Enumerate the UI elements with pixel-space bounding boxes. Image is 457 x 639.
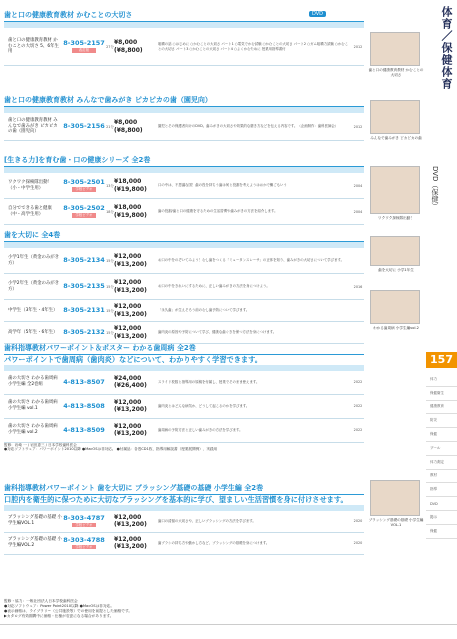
description: 歯ブラシの持ち方や動かし方など、ブラッシングの基礎を身につけます。 xyxy=(158,540,270,545)
price: ¥12,000 (¥13,200) xyxy=(114,303,147,318)
description: お口の中をのぞいてみよう！むし歯をつくる「ミュータンスレーサ」の正体を知り、歯みがきの大切さについて学びます。 xyxy=(158,258,344,263)
product-code: 4-813-8508 xyxy=(63,401,105,410)
spec-note: ●対応ソフトウェア：パワーポイント2010以降 ●MacOSは非対応。 ●付属品：各巻CD1枚、指導用解説書（授業展開例）、実践用 xyxy=(4,447,218,452)
product-code: 8-305-2132 xyxy=(63,328,105,336)
tag-badge: 改訂版 xyxy=(72,48,96,52)
price: ¥12,000 (¥13,200) xyxy=(114,325,147,340)
thumbnail-caption: 歯と口の健康教育教材 かむことの大切さ xyxy=(368,68,424,77)
tag-badge: 学校ビデオ xyxy=(72,213,96,217)
product-name: 高学年（5年生・6年生） xyxy=(8,329,58,335)
table-row xyxy=(4,113,364,141)
section-subtitle: 口腔内を衛生的に保つために大切なブラッシングを基本的に学び、望ましい生活習慣を身に付けさせます。 xyxy=(4,495,348,504)
year: 2020 xyxy=(353,541,363,545)
description: 歯周病の予防方法と正しい歯みがきの方法を学びます。 xyxy=(158,427,243,432)
product-name: 自分でできる歯と健康（中・高学生用） xyxy=(8,205,52,217)
product-code: 8-305-2135 xyxy=(63,282,105,290)
section-title: 歯と口の健康教育教材 みんなで歯みがき ピカピカの歯（園児向） xyxy=(4,96,212,104)
year: 2012 xyxy=(353,44,363,49)
year: 2022 xyxy=(353,428,363,432)
table-row xyxy=(4,419,364,443)
index-item[interactable]: 掲示 xyxy=(426,511,457,525)
dvd-badge: DVD xyxy=(309,11,326,17)
table-row xyxy=(4,533,364,555)
thumbnail-caption: ワクワク探検隊出動！ xyxy=(378,216,414,220)
supervisor-note: 監修：岩崎 一 / 岩田恵三 / 日本学校歯科医会 xyxy=(4,442,77,447)
table-row xyxy=(4,274,364,300)
table-row xyxy=(4,199,364,225)
page-number: 157 xyxy=(426,352,457,368)
product-name: 歯の大切さ わかる歯周病 小学生編 全2巻組 xyxy=(8,376,58,387)
section-header xyxy=(4,94,364,107)
product-code: 8-305-2156 xyxy=(63,122,105,130)
description: 歯口の清掃の大切さや、正しいブラッシングの方法を学びます。 xyxy=(158,518,256,523)
tag-badge: 学校ビデオ xyxy=(72,523,96,527)
section-header xyxy=(4,482,364,495)
index-item[interactable]: 保健衛生 xyxy=(426,387,457,401)
product-name: 歯と口の健康教育教材 みんなで歯みがき ピカピカの歯（園児向） xyxy=(8,118,58,135)
product-code: 8-305-2134 xyxy=(63,256,105,264)
year: 2022 xyxy=(353,404,363,408)
product-thumbnail xyxy=(370,236,420,266)
product-name: 中学生（3年生・4年生） xyxy=(8,307,58,313)
index-item[interactable]: 教材 xyxy=(426,470,457,484)
section-ikiru xyxy=(4,154,364,225)
index-item[interactable]: 保健 xyxy=(426,525,457,539)
index-item[interactable]: プール xyxy=(426,442,457,456)
duration: 27分 xyxy=(106,44,114,49)
product-code: 8-305-2501 学校ビデオ xyxy=(63,178,105,192)
description: 歯の役割/歯と口の健康を守るための生活習慣や歯みがきの方法を紹介します。 xyxy=(158,209,278,214)
side-index xyxy=(426,373,457,539)
tag-badge: 学校ビデオ xyxy=(72,545,96,549)
year: 2004 xyxy=(353,209,363,214)
year: 2020 xyxy=(353,519,363,523)
section-title: 歯科指導教材パワーポイント 歯を大切に ブラッシング基礎の基礎 小学生編 全2巻 xyxy=(4,484,264,492)
section-shishubyo xyxy=(4,342,364,452)
year: 2004 xyxy=(353,183,363,188)
product-code: 8-303-4787 学校ビデオ xyxy=(63,513,105,527)
product-name: ブラッシング基礎の基礎 小学生編VOL.1 xyxy=(8,515,62,526)
index-item[interactable]: 体力測定 xyxy=(426,456,457,470)
price: ¥18,000 (¥19,800) xyxy=(114,178,147,193)
product-name: ブラッシング基礎の基礎 小学生編VOL.2 xyxy=(8,537,62,548)
section-title: 歯と口の健康教育教材 かむことの大切さ xyxy=(4,11,133,19)
index-item[interactable]: 防災 xyxy=(426,414,457,428)
product-thumbnail xyxy=(370,480,420,516)
table-row xyxy=(4,28,364,66)
thumbnail-caption: みんなで歯みがき ピカピカの歯 xyxy=(370,136,422,140)
product-code: 8-305-2157 改訂版 xyxy=(63,39,105,53)
price: ¥12,000 (¥13,200) xyxy=(114,422,147,437)
duration: 15分 xyxy=(106,258,114,263)
dvd-tab: DVD（保健） xyxy=(431,166,439,210)
footer-notes: 監修・協力：一般社団法人日本学校歯科医会 ●対応ソフトウェア：Power Point2010以降 ●MacOSは非対応。 ●表示価格は、ライブラリー（公共施設等）での使用を前提とした価格です。 ▶カタログ有効期間中に価格・仕様が変更になる場合があります。 xyxy=(4,599,133,618)
product-code: 4-813-8509 xyxy=(63,425,105,434)
description: 歯肉炎とはどんな病気か、どうして起こるのかを学びます。 xyxy=(158,403,250,408)
product-name: ワクワク探検隊出動！（小・中学生用） xyxy=(8,179,52,191)
description: 園児とその保護者向けのDVD。歯みがきの大切さや効果的な磨き方などを伝える内容です。（企画制作：歯科医師会） xyxy=(158,124,339,129)
duration: 13分 xyxy=(106,183,114,188)
description: 「永久歯」が生えそろう前のむし歯予防について学びます。 xyxy=(158,308,250,313)
year: 2016 xyxy=(353,284,363,289)
product-code: 8-303-4788 学校ビデオ xyxy=(63,535,105,549)
product-name: 歯と口の健康教育教材 かむことの大切さ 5、6年生用 xyxy=(8,38,59,55)
table-row xyxy=(4,300,364,322)
section-title: 歯を大切に 全4巻 xyxy=(4,231,61,239)
product-thumbnail xyxy=(370,166,420,214)
table-row xyxy=(4,322,364,344)
index-item[interactable]: 健康教育 xyxy=(426,401,457,415)
price: ¥18,000 (¥19,800) xyxy=(114,204,147,219)
price: ¥8,000 (¥8,800) xyxy=(114,119,143,134)
section-header xyxy=(4,154,364,167)
thumbnail-caption: わかる歯周病 小学生編vol.2 xyxy=(373,326,419,330)
product-name: 歯の大切さ わかる歯周病 小学生編 vol.1 xyxy=(8,400,58,411)
index-item[interactable]: 体力 xyxy=(426,373,457,387)
tag-badge: 学校ビデオ xyxy=(72,187,96,191)
price: ¥12,000 (¥13,200) xyxy=(114,398,147,413)
product-thumbnail xyxy=(370,32,420,66)
index-item[interactable]: 指導 xyxy=(426,483,457,497)
product-thumbnail xyxy=(370,290,420,324)
description: 歯肉炎の原因や予防について学び、健康な歯ぐきを保つ方法を身につけます。 xyxy=(158,330,277,335)
description: 口の中は、不思議な国！歯の役を持ちう歯は何と役割を考えようはおかで働ごもいう xyxy=(158,183,287,188)
section-header xyxy=(4,9,364,22)
bottom-bar xyxy=(0,624,457,639)
side-column xyxy=(368,0,457,639)
section-brushing xyxy=(4,482,364,555)
category-tab: 体育／保健体育 xyxy=(440,6,453,90)
duration: 15分 xyxy=(106,308,114,313)
price: ¥12,000 (¥13,200) xyxy=(114,513,147,528)
duration: 15分 xyxy=(106,330,114,335)
description: お口の中をきれいにするために、正しい歯みがきの方法を身につけよう。 xyxy=(158,284,270,289)
price: ¥8,000 (¥8,800) xyxy=(114,39,143,54)
price: ¥12,000 (¥13,200) xyxy=(114,279,147,294)
duration: 18分 xyxy=(106,209,114,214)
description: 咀嚼の話 ○はじめに ○かむことの大切さ パート1 ○電気でかむ試験 ○かむことの大切さ パート2 ○ガム咀嚼力試験 ○かむことの大切さ パート3 ○かむことの大切さ パート4 ○よくかむために 授業用指導書付 xyxy=(158,42,349,51)
price: ¥12,000 (¥13,200) xyxy=(114,253,147,268)
section-title: 歯科指導教材パワーポイント＆ポスター わかる歯周病 全2巻 xyxy=(4,344,196,352)
section-subtitle: パワーポイントで歯周病（歯肉炎）などについて、わかりやすく学習できます。 xyxy=(4,355,262,364)
description: スライド枚数と指導用の原稿を付属し、授業でそのまま使えます。 xyxy=(158,379,260,384)
section-hamigaki xyxy=(4,94,364,141)
price: ¥12,000 (¥13,200) xyxy=(114,535,147,550)
thumbnail-caption: 歯を大切に 小学1年生 xyxy=(378,268,414,272)
product-code: 4-813-8507 xyxy=(63,377,105,386)
table-row xyxy=(4,173,364,199)
product-code: 8-305-2502 学校ビデオ xyxy=(63,204,105,218)
thumbnail-caption: ブラッシング基礎の基礎 小学生編VOL.1 xyxy=(368,518,424,527)
product-thumbnail xyxy=(370,100,420,134)
section-hawotaisetsuni xyxy=(4,229,364,344)
table-row xyxy=(4,395,364,419)
duration: 21分 xyxy=(106,124,114,129)
section-header xyxy=(4,342,364,355)
year: 2012 xyxy=(353,124,363,129)
year: 2022 xyxy=(353,380,363,384)
table-row xyxy=(4,511,364,533)
product-name: 歯の大切さ わかる歯周病 小学生編 vol.2 xyxy=(8,424,58,435)
duration: 15分 xyxy=(106,284,114,289)
index-item[interactable]: DVD xyxy=(426,497,457,511)
product-name: 小学1年生（黄金のみがき方） xyxy=(8,254,60,266)
index-item[interactable]: 保健 xyxy=(426,428,457,442)
section-header xyxy=(4,229,364,242)
table-row xyxy=(4,371,364,395)
table-row xyxy=(4,248,364,274)
price: ¥24,000 (¥26,400) xyxy=(114,374,147,389)
product-name: 小学2年生（黄金のみがき方） xyxy=(8,280,60,292)
section-title: [生きる力]を育む歯・口の健康シリーズ 全2巻 xyxy=(4,156,151,164)
product-code: 8-305-2131 xyxy=(63,306,105,314)
